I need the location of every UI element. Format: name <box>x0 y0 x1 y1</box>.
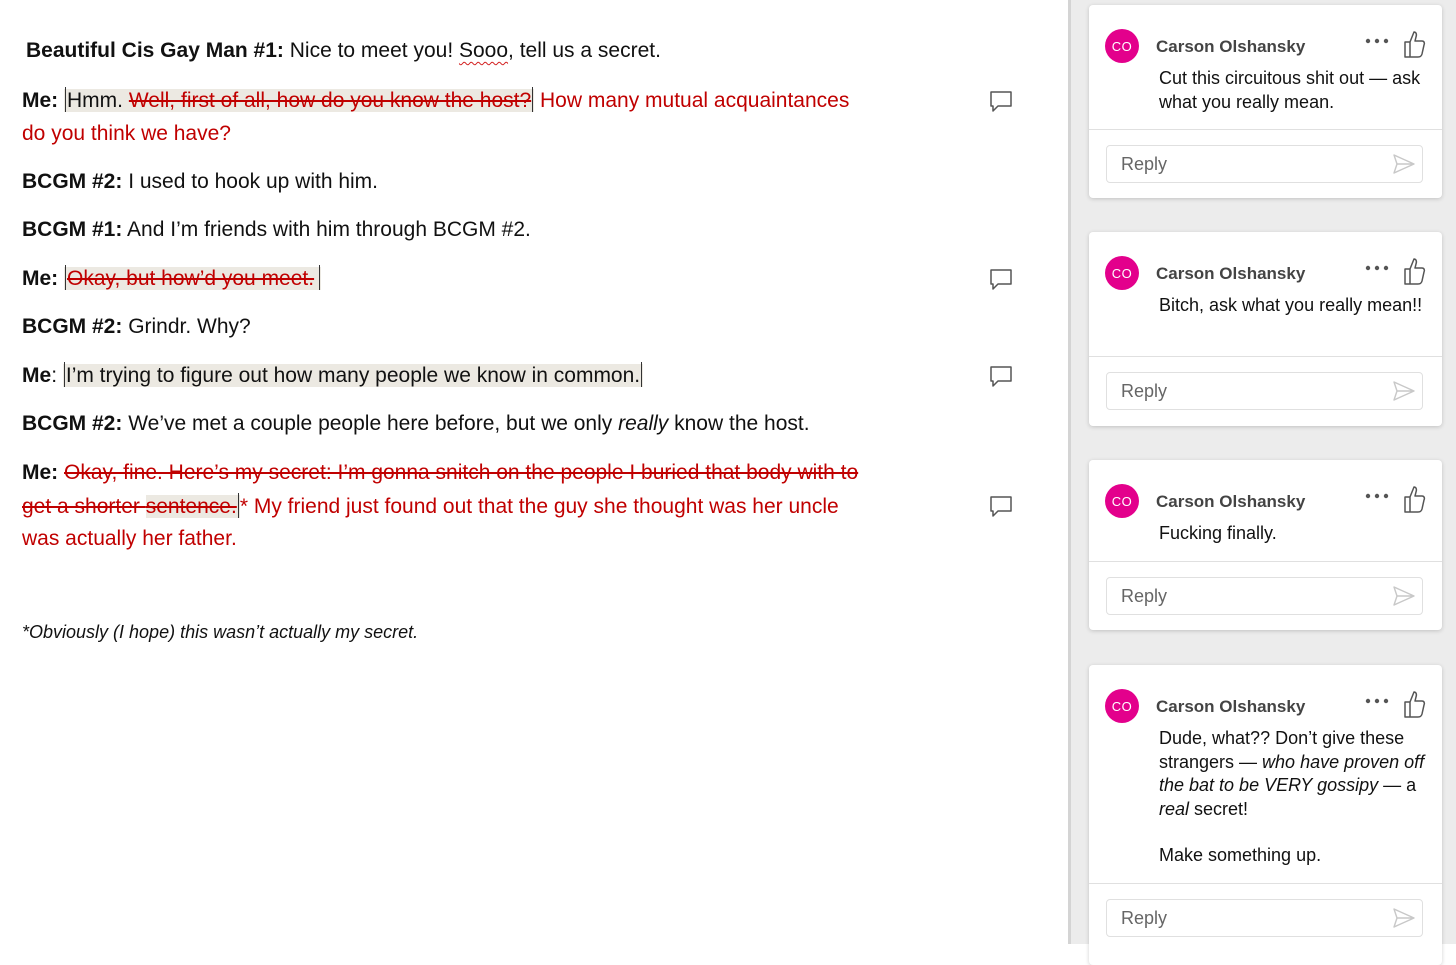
speaker-label: BCGM #2: <box>22 170 123 193</box>
comment-card[interactable] <box>1089 665 1442 965</box>
comment-bubble-icon[interactable] <box>988 88 1014 114</box>
tracked-insertion[interactable]: do you think we have? <box>22 122 231 145</box>
speaker-label: BCGM #2: <box>22 412 123 435</box>
comment-range-start <box>65 265 66 290</box>
comment-author: Carson Olshansky <box>1156 264 1306 283</box>
commented-range[interactable] <box>146 495 240 518</box>
comment-text-emphasis: real <box>1159 798 1190 819</box>
card-divider <box>1089 129 1442 130</box>
doc-line-9[interactable] <box>22 456 858 489</box>
send-icon[interactable] <box>1392 153 1416 175</box>
thumbs-up-icon[interactable] <box>1402 689 1428 719</box>
dialogue-text: I’m trying to figure out how many people we know in common. <box>65 364 641 387</box>
doc-line-9b[interactable] <box>22 490 839 523</box>
doc-line-7[interactable] <box>22 359 643 392</box>
footnote: *Obviously (I hope) this wasn’t actually my secret. <box>22 622 419 642</box>
comment-card[interactable] <box>1089 232 1442 426</box>
doc-line-8[interactable] <box>22 407 810 440</box>
dialogue-text: We’ve met a couple people here before, but we only <box>122 412 619 435</box>
doc-line-3[interactable] <box>22 165 378 198</box>
comment-range-start <box>64 362 65 387</box>
tracked-insertion[interactable]: How many mutual acquaintances <box>540 89 850 112</box>
speaker-label: Me <box>22 364 52 387</box>
avatar: CO <box>1105 484 1139 518</box>
comment-text-part: secret! <box>1189 798 1249 819</box>
tracked-deletion[interactable]: Well, first of all, how do you know the host? <box>128 89 532 112</box>
speaker-label: BCGM #1: <box>22 218 123 241</box>
comment-author: Carson Olshansky <box>1156 697 1306 716</box>
comment-range-start <box>65 87 66 112</box>
speaker-label: Me: <box>22 267 59 290</box>
comment-range-end <box>238 493 239 518</box>
card-divider <box>1089 356 1442 357</box>
more-options-icon[interactable] <box>1363 260 1391 276</box>
commented-range[interactable] <box>64 267 321 290</box>
comment-card[interactable] <box>1089 460 1442 630</box>
comment-text: Bitch, ask what you really mean!! <box>1159 295 1423 315</box>
comment-text: Make something up. <box>1159 845 1322 865</box>
tracked-deletion[interactable]: Okay, but how’d you meet. <box>67 267 315 290</box>
comment-bubble-icon[interactable] <box>988 493 1014 519</box>
commented-range[interactable] <box>63 364 643 387</box>
tracked-insertion[interactable]: was actually her father. <box>22 527 237 550</box>
colon: : <box>51 364 63 387</box>
speaker-label: Beautiful Cis Gay Man #1: <box>26 39 284 62</box>
card-divider <box>1089 561 1442 562</box>
avatar: CO <box>1105 256 1139 290</box>
comment-bubble-icon[interactable] <box>988 266 1014 292</box>
dialogue-text: I used to hook up with him. <box>122 170 378 193</box>
send-icon[interactable] <box>1392 907 1416 929</box>
reply-input[interactable] <box>1106 899 1423 937</box>
thumbs-up-icon[interactable] <box>1402 484 1428 514</box>
comment-range-end <box>319 265 320 290</box>
misspelled-word[interactable]: Sooo <box>458 39 509 62</box>
comment-text: Fucking finally. <box>1159 523 1277 543</box>
send-icon[interactable] <box>1392 585 1416 607</box>
thumbs-up-icon[interactable] <box>1402 256 1428 286</box>
avatar: CO <box>1105 29 1139 63</box>
comment-text: Cut this circuitous shit out — ask what you really mean. <box>1159 68 1421 112</box>
tracked-deletion[interactable]: get a shorter <box>22 495 146 518</box>
emphasis-text: really <box>618 412 669 435</box>
comment-author: Carson Olshansky <box>1156 492 1306 511</box>
reply-placeholder: Reply <box>1121 381 1168 401</box>
comment-range-end <box>641 362 642 387</box>
card-divider <box>1089 883 1442 884</box>
dialogue-text: Nice to meet you! <box>283 39 459 62</box>
speaker-label: Me: <box>22 89 59 112</box>
comment-text-part: — a <box>1378 775 1417 795</box>
tracked-deletion[interactable]: Okay, fine. Here’s my secret: I’m gonna snitch on the people I buried that body with to <box>64 461 859 484</box>
comment-text-emphasis: who have proven off the bat to be VERY gossipy <box>1159 751 1425 795</box>
comment-author: Carson Olshansky <box>1156 37 1306 56</box>
comment-text-part: Dude, what?? Don’t give these strangers — <box>1159 728 1405 772</box>
reply-input[interactable] <box>1106 372 1423 410</box>
tracked-insertion[interactable]: * My friend just found out that the guy she thought was her uncle <box>239 495 839 518</box>
dialogue-text: And I’m friends with him through BCGM #2. <box>122 218 531 241</box>
comment-bubble-icon[interactable] <box>988 363 1014 389</box>
dialogue-text: Hmm. <box>67 89 124 112</box>
reply-placeholder: Reply <box>1121 908 1168 928</box>
tracked-deletion[interactable]: sentence. <box>145 495 237 518</box>
more-options-icon[interactable] <box>1363 33 1391 49</box>
commented-range[interactable] <box>64 89 534 112</box>
dialogue-text: know the host. <box>668 412 810 435</box>
doc-line-6[interactable] <box>22 310 251 343</box>
more-options-icon[interactable] <box>1363 693 1391 709</box>
more-options-icon[interactable] <box>1363 488 1391 504</box>
comment-text <box>1159 727 1434 821</box>
doc-line-5[interactable] <box>22 262 321 295</box>
reply-input[interactable] <box>1106 577 1423 615</box>
speaker-label: Me: <box>22 461 59 484</box>
reply-input[interactable] <box>1106 145 1423 183</box>
send-icon[interactable] <box>1392 380 1416 402</box>
comment-card[interactable] <box>1089 5 1442 198</box>
dialogue-text: Grindr. Why? <box>122 315 251 338</box>
doc-line-1[interactable] <box>26 34 661 67</box>
avatar: CO <box>1105 689 1139 723</box>
dialogue-text: , tell us a secret. <box>508 39 661 62</box>
doc-line-2[interactable] <box>22 84 849 117</box>
thumbs-up-icon[interactable] <box>1402 29 1428 59</box>
reply-placeholder: Reply <box>1121 586 1168 606</box>
comment-range-end <box>532 87 533 112</box>
speaker-label: BCGM #2: <box>22 315 123 338</box>
doc-line-4[interactable] <box>22 213 531 246</box>
reply-placeholder: Reply <box>1121 154 1168 174</box>
